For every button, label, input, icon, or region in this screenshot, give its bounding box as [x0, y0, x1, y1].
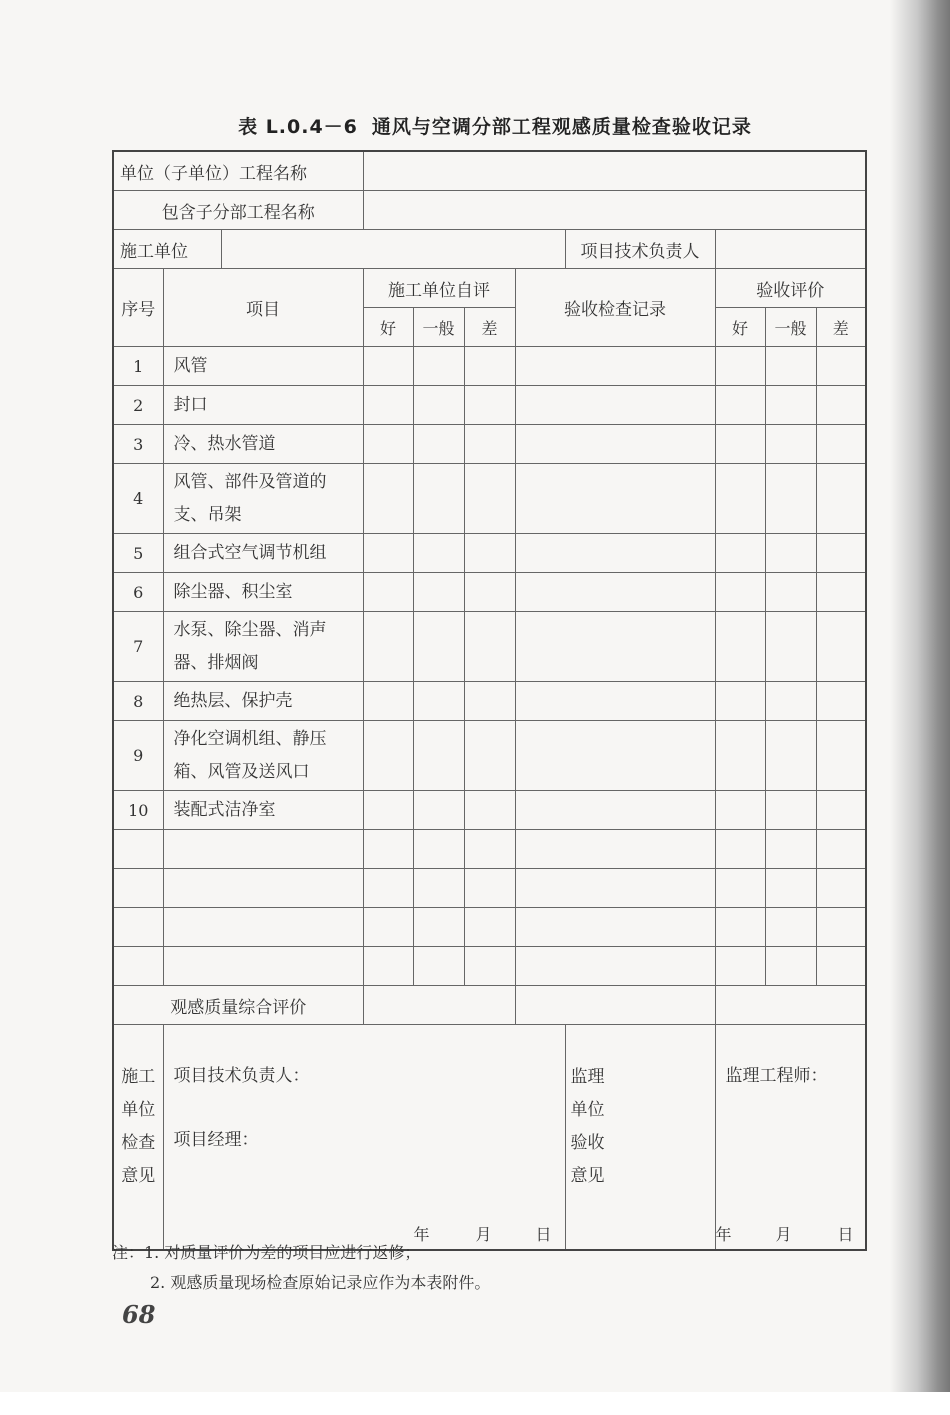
self-poor-cell[interactable] [464, 347, 515, 386]
construction-unit-label: 施工单位 [113, 230, 221, 269]
empty-cell[interactable] [816, 869, 866, 908]
empty-cell[interactable] [765, 908, 816, 947]
empty-cell[interactable] [113, 869, 163, 908]
supervision-opinion-label [565, 1025, 715, 1251]
empty-cell[interactable] [715, 947, 765, 986]
note-2: 2. 观感质量现场检查原始记录应作为本表附件。 [150, 1273, 491, 1292]
acc-poor-cell[interactable] [816, 347, 866, 386]
table-row [113, 425, 866, 464]
record-cell[interactable] [515, 612, 715, 682]
record-cell[interactable] [515, 721, 715, 791]
row-item-line2: 支、吊架 [173, 504, 242, 525]
row-item: 风管 [163, 347, 363, 386]
empty-cell[interactable] [715, 869, 765, 908]
table-row [113, 534, 866, 573]
row-number: 1 [113, 347, 163, 386]
self-poor-cell[interactable] [464, 721, 515, 791]
acc-good-cell[interactable] [715, 534, 765, 573]
acc-poor-cell[interactable] [816, 791, 866, 830]
acc-poor-cell[interactable] [816, 721, 866, 791]
acc-good-cell[interactable] [715, 682, 765, 721]
acc-poor-cell[interactable] [816, 682, 866, 721]
self-good-cell[interactable] [363, 534, 413, 573]
row-item-line1: 风管、部件及管道的 [173, 471, 327, 492]
empty-cell[interactable] [464, 830, 515, 869]
table-notes [112, 1238, 490, 1298]
acc-good-cell[interactable] [715, 721, 765, 791]
empty-cell[interactable] [464, 947, 515, 986]
empty-cell[interactable] [163, 869, 363, 908]
label-line: 检查 [121, 1133, 156, 1153]
row-item-line1: 净化空调机组、静压 [173, 728, 327, 749]
row-number: 9 [113, 721, 163, 791]
tech-leader-value[interactable] [715, 230, 866, 269]
self-poor-cell[interactable] [464, 791, 515, 830]
self-general-cell[interactable] [413, 612, 464, 682]
row-number: 5 [113, 534, 163, 573]
row-number: 7 [113, 612, 163, 682]
self-general-cell[interactable] [413, 425, 464, 464]
self-general-cell[interactable] [413, 534, 464, 573]
table-title [0, 112, 950, 139]
tech-leader-label: 项目技术负责人 [565, 230, 715, 269]
empty-cell[interactable] [163, 908, 363, 947]
acc-good-cell[interactable] [715, 612, 765, 682]
empty-cell[interactable] [163, 947, 363, 986]
empty-row [113, 830, 866, 869]
self-good-cell[interactable] [363, 425, 413, 464]
construction-opinion-body[interactable] [163, 1025, 565, 1251]
empty-cell[interactable] [816, 908, 866, 947]
table-row [113, 573, 866, 612]
self-good-cell[interactable] [363, 721, 413, 791]
empty-row [113, 947, 866, 986]
row-item: 除尘器、积尘室 [163, 573, 363, 612]
self-good-cell[interactable] [363, 347, 413, 386]
row-number: 4 [113, 464, 163, 534]
empty-row [113, 908, 866, 947]
row-item [163, 464, 363, 534]
self-eval-general-header: 一般 [413, 308, 464, 347]
label-line: 监理 [570, 1067, 605, 1087]
acc-general-cell[interactable] [765, 386, 816, 425]
record-cell[interactable] [515, 386, 715, 425]
empty-cell[interactable] [363, 908, 413, 947]
self-poor-cell[interactable] [464, 534, 515, 573]
supervision-opinion-body[interactable] [715, 1025, 866, 1251]
row-item: 冷、热水管道 [163, 425, 363, 464]
self-general-cell[interactable] [413, 464, 464, 534]
self-eval-poor-header: 差 [464, 308, 515, 347]
self-good-cell[interactable] [363, 612, 413, 682]
acc-poor-cell[interactable] [816, 386, 866, 425]
acc-poor-cell[interactable] [816, 534, 866, 573]
empty-cell[interactable] [765, 869, 816, 908]
empty-cell[interactable] [515, 908, 715, 947]
empty-cell[interactable] [113, 947, 163, 986]
acc-general-cell[interactable] [765, 721, 816, 791]
empty-cell[interactable] [413, 908, 464, 947]
row-number: 3 [113, 425, 163, 464]
self-poor-cell[interactable] [464, 682, 515, 721]
acceptance-general-header: 一般 [765, 308, 816, 347]
empty-cell[interactable] [113, 830, 163, 869]
acc-general-cell[interactable] [765, 612, 816, 682]
acc-general-cell[interactable] [765, 682, 816, 721]
empty-cell[interactable] [816, 947, 866, 986]
table-row [113, 386, 866, 425]
summary-label: 观感质量综合评价 [113, 986, 363, 1025]
empty-cell[interactable] [715, 908, 765, 947]
empty-cell[interactable] [515, 947, 715, 986]
sub-project-name-value[interactable] [363, 191, 866, 230]
item-header: 项目 [163, 269, 363, 347]
self-poor-cell[interactable] [464, 573, 515, 612]
empty-cell[interactable] [363, 830, 413, 869]
empty-cell[interactable] [413, 830, 464, 869]
acc-general-cell[interactable] [765, 534, 816, 573]
supervision-date-month: 月 [775, 1225, 792, 1244]
self-good-cell[interactable] [363, 386, 413, 425]
inspection-record-table [112, 150, 867, 1251]
row-number: 6 [113, 573, 163, 612]
supervision-date-year: 年 [715, 1225, 732, 1244]
construction-date-year: 年 [413, 1225, 430, 1244]
empty-cell[interactable] [363, 947, 413, 986]
self-general-cell[interactable] [413, 791, 464, 830]
column-header-row-1 [113, 269, 866, 308]
construction-unit-row [113, 230, 866, 269]
signature-row [113, 1025, 866, 1251]
table-row [113, 347, 866, 386]
self-poor-cell[interactable] [464, 386, 515, 425]
acceptance-poor-header: 差 [816, 308, 866, 347]
empty-cell[interactable] [715, 830, 765, 869]
row-item-line2: 器、排烟阀 [173, 652, 259, 673]
empty-cell[interactable] [765, 947, 816, 986]
acc-good-cell[interactable] [715, 425, 765, 464]
table-row [113, 612, 866, 682]
empty-cell[interactable] [464, 908, 515, 947]
acc-good-cell[interactable] [715, 791, 765, 830]
self-good-cell[interactable] [363, 573, 413, 612]
empty-cell[interactable] [413, 869, 464, 908]
self-eval-good-header: 好 [363, 308, 413, 347]
row-item [163, 612, 363, 682]
acc-general-cell[interactable] [765, 347, 816, 386]
sub-project-name-label: 包含子分部工程名称 [113, 191, 363, 230]
acc-poor-cell[interactable] [816, 612, 866, 682]
acc-good-cell[interactable] [715, 386, 765, 425]
construction-opinion-label [113, 1025, 163, 1251]
acc-good-cell[interactable] [715, 464, 765, 534]
empty-cell[interactable] [765, 830, 816, 869]
label-line: 单位 [121, 1100, 156, 1120]
row-number: 10 [113, 791, 163, 830]
table-row [113, 791, 866, 830]
supervision-date-day: 日 [837, 1225, 854, 1244]
empty-cell[interactable] [816, 830, 866, 869]
acc-general-cell[interactable] [765, 464, 816, 534]
empty-cell[interactable] [515, 869, 715, 908]
table-row [113, 721, 866, 791]
record-cell[interactable] [515, 573, 715, 612]
row-item-line2: 箱、风管及送风口 [173, 761, 310, 782]
record-cell[interactable] [515, 464, 715, 534]
acceptance-good-header: 好 [715, 308, 765, 347]
row-item [163, 721, 363, 791]
construction-date-day: 日 [535, 1225, 552, 1244]
row-item-line1: 水泵、除尘器、消声 [173, 619, 327, 640]
self-general-cell[interactable] [413, 721, 464, 791]
sub-project-name-row [113, 191, 866, 230]
summary-acceptance-cell[interactable] [715, 986, 866, 1025]
seq-header: 序号 [113, 269, 163, 347]
acc-good-cell[interactable] [715, 347, 765, 386]
row-number: 8 [113, 682, 163, 721]
self-poor-cell[interactable] [464, 425, 515, 464]
table-number: 表 L.0.4－6 [238, 116, 358, 138]
construction-unit-value[interactable] [221, 230, 565, 269]
record-header: 验收检查记录 [515, 269, 715, 347]
project-manager-signature-label: 项目经理： [173, 1130, 259, 1150]
empty-row [113, 869, 866, 908]
page-number: 68 [122, 1300, 156, 1329]
bottom-margin [0, 1392, 950, 1415]
self-poor-cell[interactable] [464, 612, 515, 682]
summary-record-cell[interactable] [515, 986, 715, 1025]
row-item: 装配式洁净室 [163, 791, 363, 830]
record-cell[interactable] [515, 534, 715, 573]
self-general-cell[interactable] [413, 573, 464, 612]
row-item: 绝热层、保护壳 [163, 682, 363, 721]
row-number: 2 [113, 386, 163, 425]
acc-poor-cell[interactable] [816, 425, 866, 464]
construction-date-month: 月 [475, 1225, 492, 1244]
summary-self-cell[interactable] [363, 986, 515, 1025]
page-edge-shadow [890, 0, 950, 1415]
acc-general-cell[interactable] [765, 791, 816, 830]
unit-project-name-label: 单位（子单位）工程名称 [113, 151, 363, 191]
acc-poor-cell[interactable] [816, 573, 866, 612]
self-good-cell[interactable] [363, 464, 413, 534]
empty-cell[interactable] [113, 908, 163, 947]
label-line: 意见 [121, 1166, 156, 1186]
acceptance-eval-header: 验收评价 [715, 269, 866, 308]
unit-project-name-value[interactable] [363, 151, 866, 191]
record-cell[interactable] [515, 682, 715, 721]
empty-cell[interactable] [413, 947, 464, 986]
acc-good-cell[interactable] [715, 573, 765, 612]
self-poor-cell[interactable] [464, 464, 515, 534]
acc-general-cell[interactable] [765, 573, 816, 612]
empty-cell[interactable] [363, 869, 413, 908]
acc-poor-cell[interactable] [816, 464, 866, 534]
label-line: 意见 [570, 1166, 605, 1186]
self-general-cell[interactable] [413, 347, 464, 386]
empty-cell[interactable] [163, 830, 363, 869]
acc-general-cell[interactable] [765, 425, 816, 464]
empty-cell[interactable] [515, 830, 715, 869]
self-general-cell[interactable] [413, 682, 464, 721]
table-row [113, 464, 866, 534]
record-cell[interactable] [515, 347, 715, 386]
self-eval-header: 施工单位自评 [363, 269, 515, 308]
row-item: 封口 [163, 386, 363, 425]
label-line: 施工 [121, 1067, 156, 1087]
tech-leader-signature-label: 项目技术负责人： [173, 1066, 310, 1086]
self-good-cell[interactable] [363, 682, 413, 721]
note-1: 注：1. 对质量评价为差的项目应进行返修； [112, 1243, 421, 1262]
unit-project-name-row [113, 151, 866, 191]
row-item: 组合式空气调节机组 [163, 534, 363, 573]
label-line: 验收 [570, 1133, 605, 1153]
summary-row [113, 986, 866, 1025]
supervising-engineer-signature-label: 监理工程师： [725, 1066, 828, 1086]
self-good-cell[interactable] [363, 791, 413, 830]
record-cell[interactable] [515, 791, 715, 830]
table-title-text: 通风与空调分部工程观感质量检查验收记录 [371, 116, 752, 138]
record-cell[interactable] [515, 425, 715, 464]
self-general-cell[interactable] [413, 386, 464, 425]
label-line: 单位 [570, 1100, 605, 1120]
empty-cell[interactable] [464, 869, 515, 908]
table-row [113, 682, 866, 721]
